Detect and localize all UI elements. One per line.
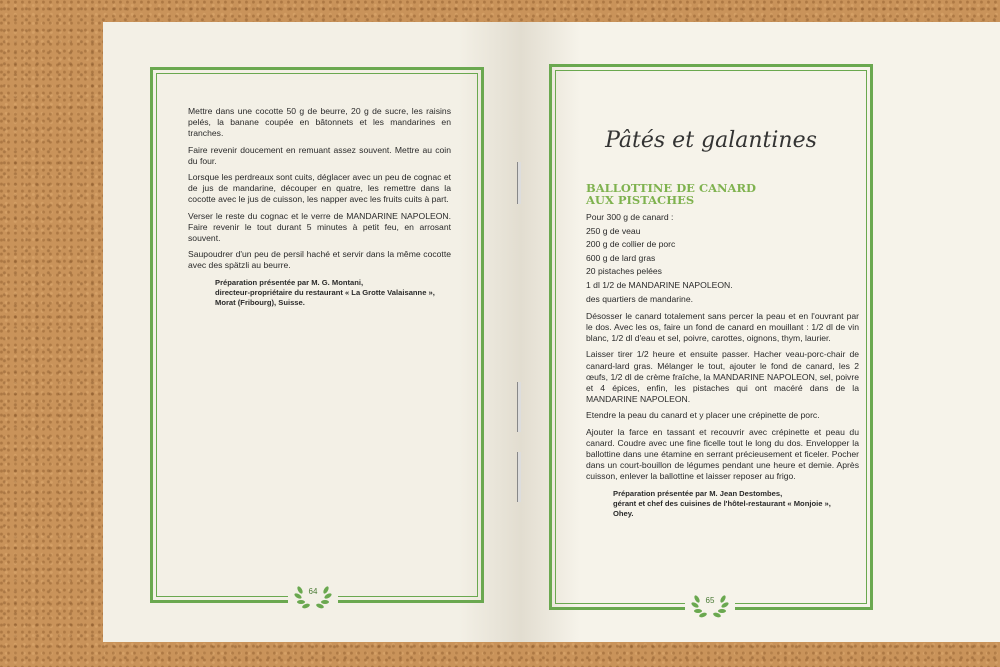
page-number-laurel bbox=[685, 587, 735, 623]
ingredient-list bbox=[586, 212, 859, 305]
recipe-title-line: AUX PISTACHES bbox=[586, 193, 695, 207]
ingredient: 250 g de veau bbox=[586, 225, 641, 236]
paragraph: Verser le reste du cognac et le verre de MANDARINE NAPOLEON. Faire revenir le tout durant 5 minutes à petit feu, en arrosant souvent. bbox=[188, 210, 451, 244]
page-number: 65 bbox=[705, 596, 715, 605]
paragraph: Faire revenir doucement en remuant assez souvent. Mettre au coin du four. bbox=[188, 144, 451, 166]
left-page bbox=[103, 22, 521, 642]
recipe-title bbox=[586, 182, 756, 206]
right-page bbox=[521, 22, 1000, 642]
ingredient: 20 pistaches pelées bbox=[586, 266, 662, 277]
credit-line: Préparation présentée par M. G. Montani, bbox=[215, 277, 364, 287]
paragraph: Etendre la peau du canard et y placer une crépinette de porc. bbox=[586, 410, 820, 421]
ingredient: Pour 300 g de canard : bbox=[586, 212, 674, 222]
ingredient: 1 dl 1/2 de MANDARINE NAPOLEON. bbox=[586, 279, 733, 290]
paragraph: Ajouter la farce en tassant et recouvrir avec crépinette et peau du canard. Coudre avec une fine ficelle tout le long du dos. Envelopper la ballottine dans une étamine en serrant précieusement et ficeler. Pocher dans un court-bouillon de légumes pendant une heure et demie. Après cuisson, enlever la ballottine et laisser reposer au frigo. bbox=[586, 426, 859, 482]
paragraph: Laisser tirer 1/2 heure et ensuite passer. Hacher veau-porc-chair de canard-lard gras. Mélanger le tout, ajouter le fond de canard, les 2 œufs, 1/2 dl de crème fraîche, la MANDARINE NAPOLEON, sel, poivre et 4 épices, enfin, les pistaches qui ont macéré dans de la MANDARINE NAPOLEON. bbox=[586, 349, 859, 405]
left-page-text bbox=[188, 106, 451, 308]
recipe-credit bbox=[613, 489, 859, 519]
ingredient: 200 g de collier de porc bbox=[586, 239, 676, 250]
laurel-wreath-icon bbox=[685, 587, 735, 623]
recipe-credit bbox=[215, 278, 451, 308]
credit-line: directeur-propriétaire du restaurant « La Grotte Valaisanne », bbox=[215, 287, 435, 297]
recipe-title-line: BALLOTTINE DE CANARD bbox=[586, 181, 756, 195]
credit-line: Préparation présentée par M. Jean Destombes, bbox=[613, 488, 783, 498]
right-page-text bbox=[586, 212, 859, 519]
credit-line: gérant et chef des cuisines de l'hôtel-restaurant « Monjoie », bbox=[613, 498, 831, 508]
ingredient: 600 g de lard gras bbox=[586, 252, 656, 263]
page-number-laurel bbox=[288, 578, 338, 614]
paragraph: Mettre dans une cocotte 50 g de beurre, 20 g de sucre, les raisins pelés, la banane coupée en bâtonnets et les mandarines en tranches. bbox=[188, 106, 451, 139]
page-number: 64 bbox=[308, 587, 318, 596]
open-booklet bbox=[103, 22, 925, 642]
section-title: Pâtés et galantines bbox=[605, 128, 817, 153]
credit-line: Ohey. bbox=[613, 508, 634, 518]
laurel-wreath-icon bbox=[288, 578, 338, 614]
paragraph: Saupoudrer d'un peu de persil haché et servir dans la même cocotte avec des spätzli au beurre. bbox=[188, 249, 451, 271]
credit-line: Morat (Fribourg), Suisse. bbox=[215, 297, 305, 307]
ingredient: des quartiers de mandarine. bbox=[586, 293, 694, 304]
paragraph: Lorsque les perdreaux sont cuits, déglacer avec un peu de cognac et de jus de mandarine, découper en quatre, les remettre dans la cocotte avec le jus de cuisson, les napper avec les fruits cuits à part. bbox=[188, 172, 451, 205]
paragraph: Désosser le canard totalement sans percer la peau et en l'ouvrant par le dos. Avec les os, faire un fond de canard en mouillant : 1/2 dl de vin blanc, 1/2 dl d'eau et sel, poivre, carottes, oignons, thym, laurier. bbox=[586, 310, 859, 344]
